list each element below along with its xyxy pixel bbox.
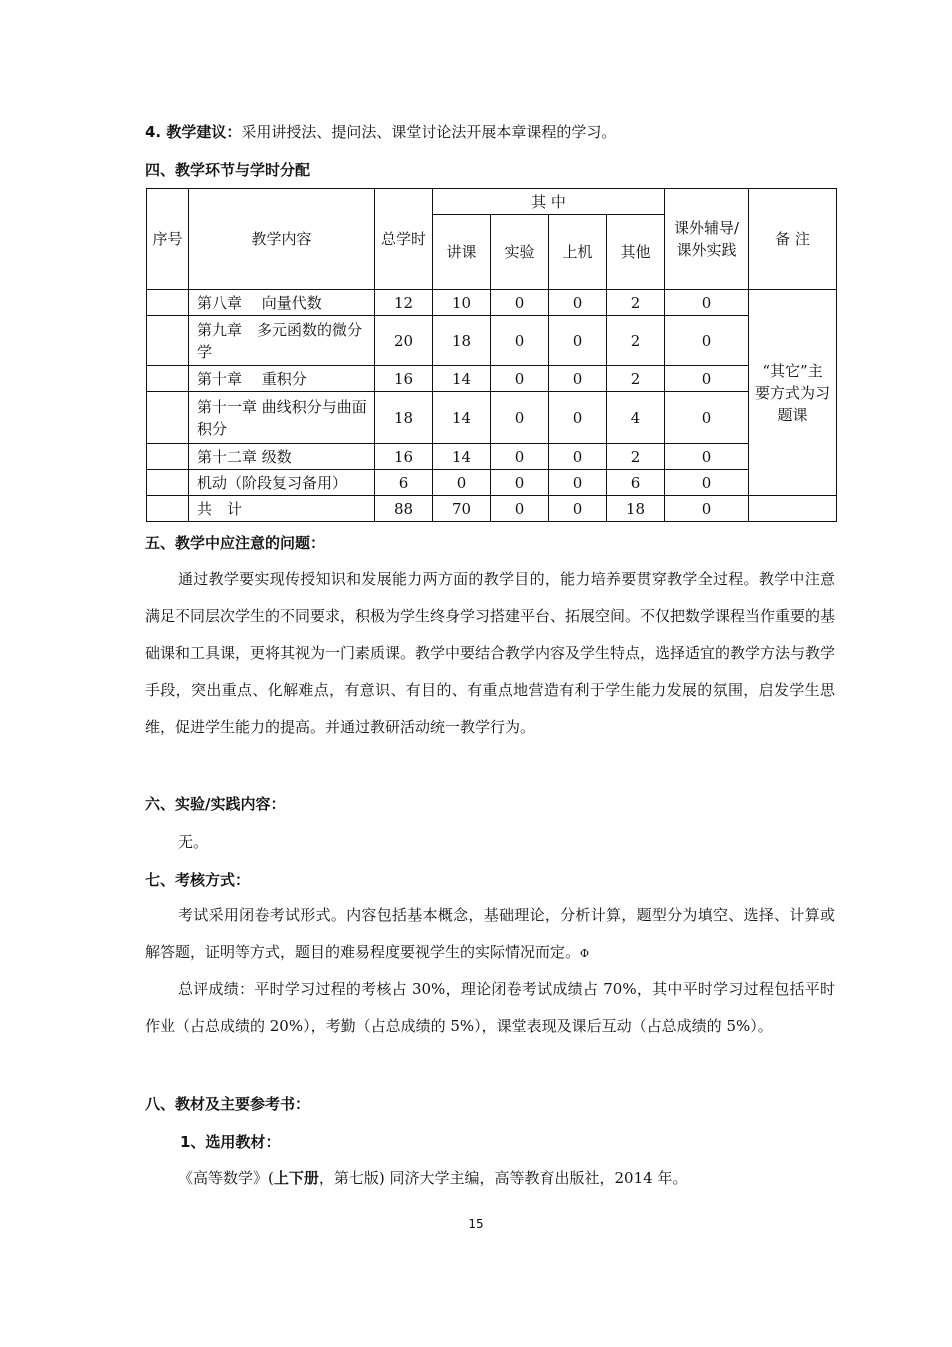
cell-other: 2: [607, 366, 665, 392]
cell-other: 2: [607, 290, 665, 316]
header-among: 其 中: [433, 189, 665, 215]
cell-computer: 0: [549, 470, 607, 496]
cell-total: 6: [375, 470, 433, 496]
teaching-suggestion-text: 采用讲授法、提问法、课堂讨论法开展本章课程的学习。: [241, 123, 617, 141]
table-row: [147, 470, 837, 496]
section-7-title: 七、考核方式：: [145, 871, 251, 889]
table-row: [147, 290, 837, 316]
textbook-volumes: 上下册: [273, 1169, 319, 1187]
cell-seq: [147, 366, 189, 392]
textbook-details: ，第七版) 同济大学主编，高等教育出版社，2014 年。: [318, 1169, 688, 1187]
cell-lab: 0: [491, 366, 549, 392]
cell-extra: 0: [665, 392, 749, 444]
cell-total: 88: [375, 496, 433, 522]
cell-content: 第十二章 级数: [189, 444, 375, 470]
cell-total: 20: [375, 316, 433, 366]
cell-other: 6: [607, 470, 665, 496]
cell-seq: [147, 316, 189, 366]
cell-other: 2: [607, 316, 665, 366]
table-row: [147, 366, 837, 392]
cell-other: 18: [607, 496, 665, 522]
textbook-entry: [178, 1168, 837, 1188]
cell-computer: 0: [549, 366, 607, 392]
cell-content: 共 计: [189, 496, 375, 522]
cell-computer: 0: [549, 316, 607, 366]
section-6-text: 无。: [178, 833, 209, 851]
cell-note: “其它”主要方式为习题课: [749, 290, 837, 496]
table-row: [147, 392, 837, 444]
hours-allocation-table: [146, 188, 837, 522]
page-number: 15: [468, 1217, 484, 1231]
cell-lab: 0: [491, 290, 549, 316]
cell-total: 16: [375, 444, 433, 470]
cell-lab: 0: [491, 392, 549, 444]
cell-other: 4: [607, 392, 665, 444]
cell-lab: 0: [491, 444, 549, 470]
cell-extra: 0: [665, 496, 749, 522]
header-computer: 上机: [549, 215, 607, 290]
cell-content: 第八章 向量代数: [189, 290, 375, 316]
cell-seq: [147, 444, 189, 470]
header-total: 总学时: [375, 189, 433, 290]
header-seq: 序号: [147, 189, 189, 290]
cell-lecture: 14: [433, 444, 491, 470]
teaching-suggestion-label: 4. 教学建议：: [145, 123, 242, 141]
cell-lecture: 0: [433, 470, 491, 496]
cell-lecture: 10: [433, 290, 491, 316]
cell-content: 第九章 多元函数的微分学: [189, 316, 375, 366]
textbook-label: 1、选用教材：: [180, 1133, 281, 1151]
cell-seq: [147, 470, 189, 496]
section-4-title: 四、教学环节与学时分配: [145, 161, 311, 179]
header-note: 备 注: [749, 189, 837, 290]
header-extra: 课外辅导/课外实践: [665, 189, 749, 290]
cell-computer: 0: [549, 444, 607, 470]
cell-content: 机动（阶段复习备用）: [189, 470, 375, 496]
cell-other: 2: [607, 444, 665, 470]
cell-computer: 0: [549, 392, 607, 444]
section-8-title: 八、教材及主要参考书：: [145, 1095, 311, 1113]
textbook-title: 《高等数学》(: [178, 1169, 274, 1187]
cell-lecture: 70: [433, 496, 491, 522]
header-lab: 实验: [491, 215, 549, 290]
cell-note-empty: [749, 496, 837, 522]
cell-content: 第十章 重积分: [189, 366, 375, 392]
section-6-title: 六、实验/实践内容：: [145, 795, 286, 813]
cell-lecture: 14: [433, 366, 491, 392]
cell-seq: [147, 290, 189, 316]
cell-total: 12: [375, 290, 433, 316]
cell-lab: 0: [491, 316, 549, 366]
cell-extra: 0: [665, 444, 749, 470]
section-5-text: 通过教学要实现传授知识和发展能力两方面的教学目的，能力培养要贯穿教学全过程。教学中注意满足不同层次学生的不同要求，积极为学生终身学习搭建平台、拓展空间。不仅把数学课程当作重要的基础课和工具课，更将其视为一门素质课。教学中要结合教学内容及学生特点，选择适宜的教学方法与教学手段，突出重点、化解难点，有意识、有目的、有重点地营造有利于学生能力发展的氛围，启发学生思维，促进学生能力的提高。并通过教研活动统一教学行为。: [145, 570, 836, 736]
header-other: 其他: [607, 215, 665, 290]
cell-total: 16: [375, 366, 433, 392]
section-5-title: 五、教学中应注意的问题：: [145, 534, 326, 552]
table-row: [147, 444, 837, 470]
section-7-paragraph-2: 总评成绩：平时学习过程的考核占 30%，理论闭卷考试成绩占 70%，其中平时学习过程包括平时作业（占总成绩的 20%），考勤（占总成绩的 5%），课堂表现及课后互动（占总成绩的 5%）。: [145, 980, 835, 1035]
table-total-row: [147, 496, 837, 522]
cell-extra: 0: [665, 290, 749, 316]
cell-computer: 0: [549, 496, 607, 522]
table-row: [147, 316, 837, 366]
cell-total: 18: [375, 392, 433, 444]
paragraph-mark: Φ: [580, 947, 590, 960]
cell-content: 第十一章 曲线积分与曲面积分: [189, 392, 375, 444]
cell-lecture: 18: [433, 316, 491, 366]
cell-lab: 0: [491, 496, 549, 522]
section-7-text-1: 考试采用闭卷考试形式。内容包括基本概念，基础理论，分析计算，题型分为填空、选择、计算或解答题，证明等方式，题目的难易程度要视学生的实际情况而定。: [145, 906, 835, 961]
cell-computer: 0: [549, 290, 607, 316]
cell-seq: [147, 392, 189, 444]
cell-lab: 0: [491, 470, 549, 496]
teaching-suggestion: [145, 122, 837, 142]
cell-lecture: 14: [433, 392, 491, 444]
cell-extra: 0: [665, 470, 749, 496]
section-7-paragraph-1: [145, 897, 835, 972]
cell-extra: 0: [665, 316, 749, 366]
header-lecture: 讲课: [433, 215, 491, 290]
cell-seq: [147, 496, 189, 522]
cell-extra: 0: [665, 366, 749, 392]
header-content: 教学内容: [189, 189, 375, 290]
